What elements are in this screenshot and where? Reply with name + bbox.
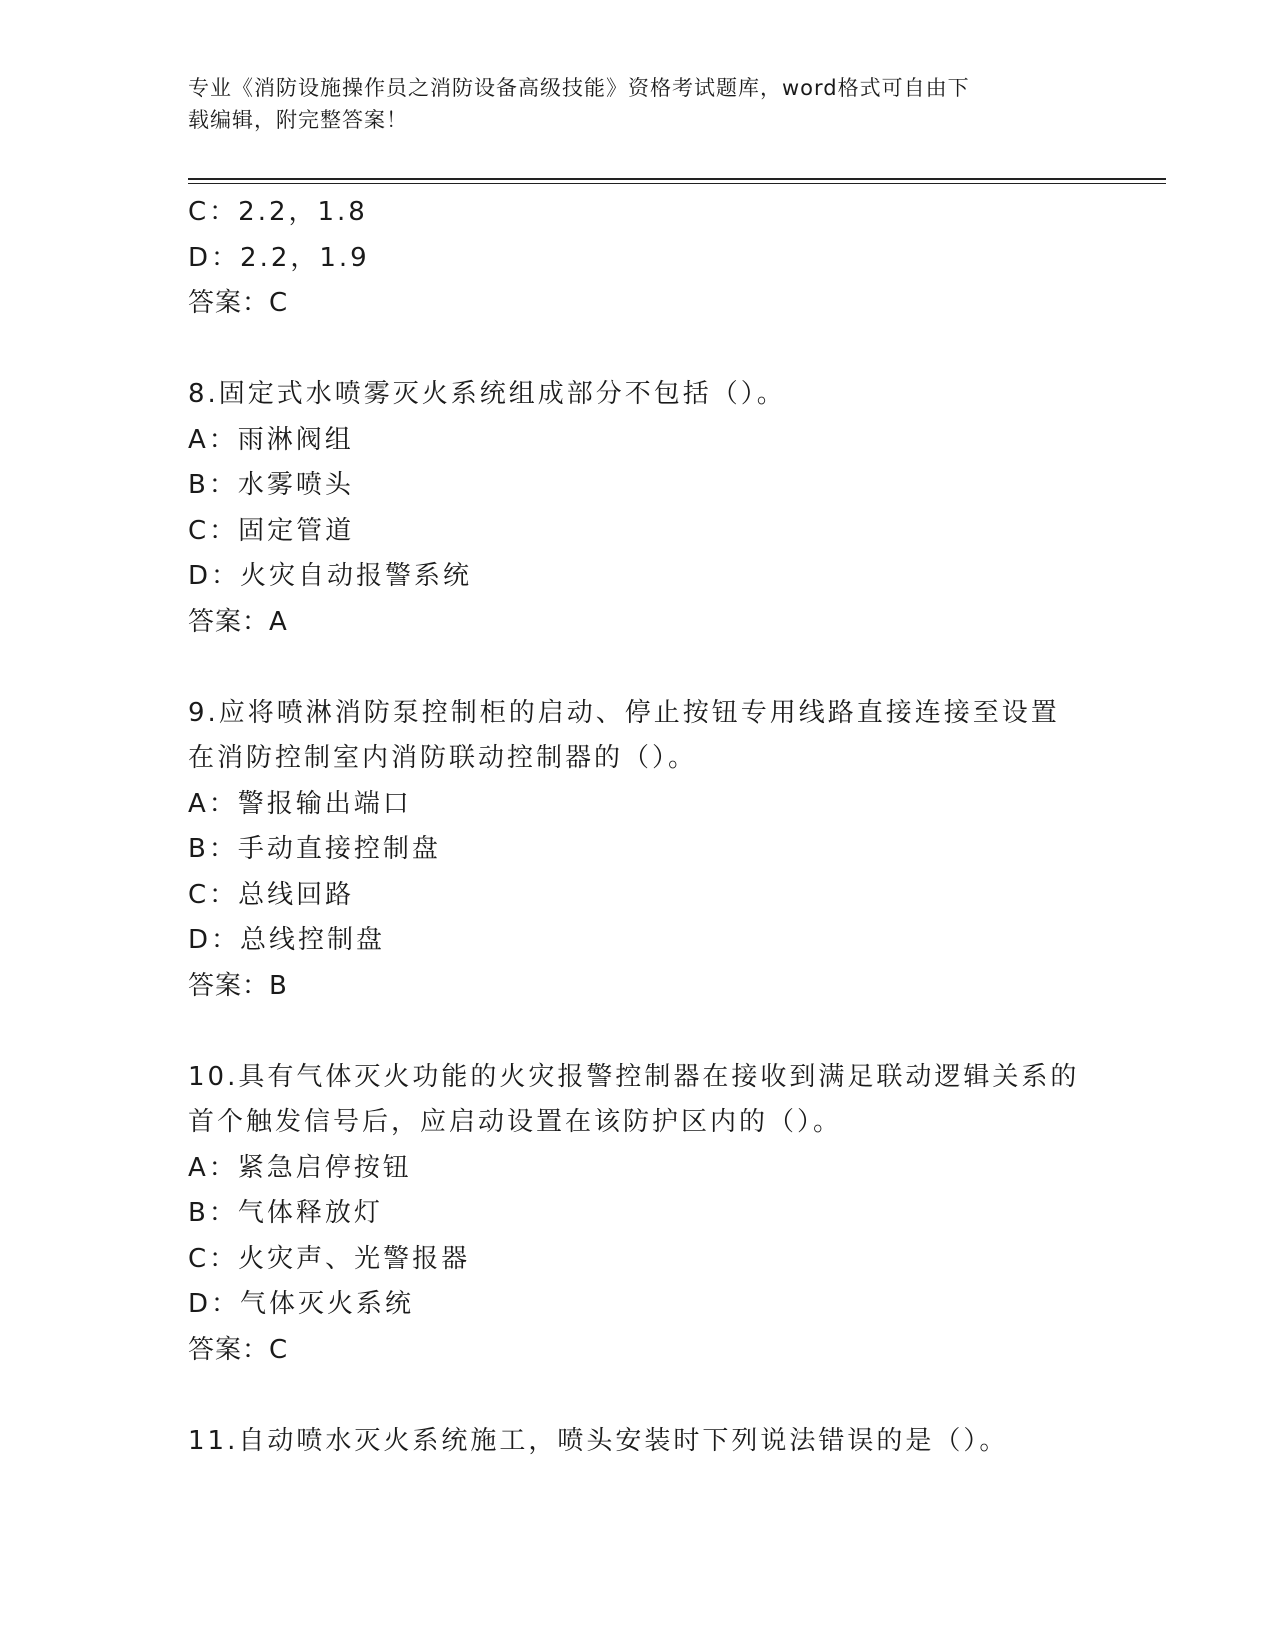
spacer (188, 327, 1088, 373)
question-7-tail (188, 190, 1088, 327)
answer-line: 答案：C (188, 1334, 289, 1365)
option-d: D：气体灭火系统 (188, 1289, 415, 1319)
option-c: C：固定管道 (188, 515, 355, 546)
spacer (188, 1373, 1088, 1419)
spacer (188, 645, 1088, 691)
spacer (188, 1009, 1088, 1055)
option-a: A：雨淋阀组 (188, 424, 354, 455)
document-header (188, 72, 1088, 136)
question-stem: 9.应将喷淋消防泵控制柜的启动、停止按钮专用线路直接连接至设置 (188, 697, 1060, 728)
question-stem-continued: 首个触发信号后，应启动设置在该防护区内的（）。 (188, 1107, 843, 1137)
question-9 (188, 691, 1088, 1010)
question-8 (188, 372, 1088, 645)
option-c: C：总线回路 (188, 879, 355, 910)
option-c: C：2.2，1.8 (188, 197, 368, 227)
option-b: B：气体释放灯 (188, 1198, 383, 1228)
question-stem: 8.固定式水喷雾灭火系统组成部分不包括（）。 (188, 379, 786, 409)
option-d: D：火灾自动报警系统 (188, 561, 473, 591)
answer-line: 答案：B (188, 970, 288, 1001)
question-stem: 11.自动喷水灭火系统施工，喷头安装时下列说法错误的是（）。 (188, 1425, 1009, 1456)
header-divider-thin (188, 183, 1166, 184)
option-b: B：水雾喷头 (188, 470, 354, 500)
header-line-1: 专业《消防设施操作员之消防设备高级技能》资格考试题库，word格式可自由下 (188, 76, 970, 100)
option-b: B：手动直接控制盘 (188, 834, 441, 864)
question-stem-continued: 在消防控制室内消防联动控制器的（）。 (188, 743, 698, 773)
question-11 (188, 1419, 1088, 1465)
answer-line: 答案：A (188, 606, 288, 637)
option-c: C：火灾声、光警报器 (188, 1243, 471, 1274)
document-body (188, 190, 1088, 1464)
question-stem: 10.具有气体灭火功能的火灾报警控制器在接收到满足联动逻辑关系的 (188, 1061, 1080, 1092)
option-a: A：紧急启停按钮 (188, 1152, 412, 1183)
question-10 (188, 1055, 1088, 1374)
answer-line: 答案：C (188, 288, 289, 318)
header-divider (188, 178, 1166, 180)
option-a: A：警报输出端口 (188, 788, 412, 819)
option-d: D：2.2，1.9 (188, 242, 370, 273)
option-d: D：总线控制盘 (188, 925, 386, 955)
header-line-2: 载编辑，附完整答案！ (188, 108, 408, 132)
